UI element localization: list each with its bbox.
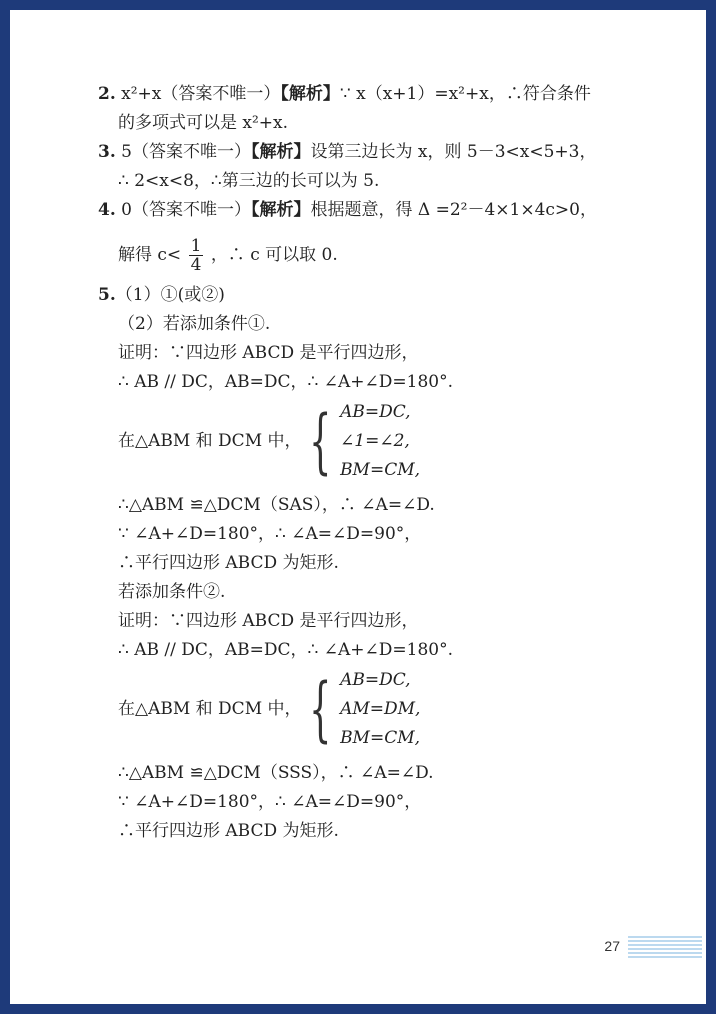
q3-analysis-tag: 【解析】 [250, 142, 311, 162]
answer-content [98, 80, 658, 846]
fraction-denominator: 4 [190, 255, 202, 275]
q5-after2-line-3: ∴平行四边形 ABCD 为矩形. [118, 821, 339, 841]
q3-number: 3. [98, 142, 116, 162]
q2-number: 2. [98, 84, 116, 104]
decorative-stripes [628, 936, 702, 958]
q5-number: 5. [98, 285, 116, 305]
q5-after2-line-1: ∴△ABM ≌△DCM（SSS），∴ ∠A=∠D. [118, 763, 434, 783]
fraction-numerator: 1 [190, 236, 202, 256]
q3-line-1 [98, 138, 658, 167]
q5-after1-line-3: ∴平行四边形 ABCD 为矩形. [118, 553, 339, 573]
fraction-one-quarter [189, 237, 204, 274]
q4-solve-post: ，∴ c 可以取 0. [210, 245, 338, 265]
system-2-eq-3: BM=CM, [340, 727, 421, 748]
q2-line-2: 的多项式可以是 x²+x. [118, 113, 289, 133]
system-1-eq-2: ∠1=∠2, [340, 430, 410, 451]
q4-number: 4. [98, 200, 116, 220]
q5-proof1-line-1: 证明：∵四边形 ABCD 是平行四边形， [118, 343, 419, 363]
system-1-eq-1: AB=DC, [340, 401, 411, 422]
system-1-label: 在△ABM 和 DCM 中， [118, 430, 302, 451]
page-number: 27 [604, 938, 620, 954]
q4-answer: 0（答案不唯一） [121, 200, 251, 220]
q5-part-2: （2）若添加条件①. [118, 314, 271, 334]
q5-after2-line-2: ∵ ∠A+∠D=180°，∴ ∠A=∠D=90°， [118, 792, 422, 812]
q4-analysis: 根据题意，得 Δ =2²－4×1×4c>0， [310, 200, 597, 220]
q5-line-1 [98, 281, 658, 310]
q5-system-1 [98, 397, 658, 485]
q3-answer: 5（答案不唯一） [121, 142, 251, 162]
system-2-eq-1: AB=DC, [340, 669, 411, 690]
q5-after1-line-2: ∵ ∠A+∠D=180°，∴ ∠A=∠D=90°， [118, 524, 422, 544]
q5-proof2-line-1: 证明：∵四边形 ABCD 是平行四边形， [118, 611, 419, 631]
q4-analysis-tag: 【解析】 [250, 200, 311, 220]
q5-part-1: （1）①(或②) [115, 285, 225, 305]
system-2-equations [340, 666, 420, 753]
q4-line-2 [98, 233, 658, 277]
q4-line-1 [98, 196, 658, 225]
q5-after1-line-1: ∴△ABM ≌△DCM（SAS），∴ ∠A=∠D. [118, 495, 435, 515]
q2-answer: x²+x（答案不唯一） [121, 84, 281, 104]
system-1-eq-3: BM=CM, [340, 459, 421, 480]
q2-line-1 [98, 80, 658, 109]
q2-analysis-tag: 【解析】 [280, 84, 340, 104]
q5-proof1-line-2: ∴ AB // DC，AB=DC，∴ ∠A+∠D=180°. [118, 372, 453, 392]
system-2-eq-2: AM=DM, [340, 698, 421, 719]
left-brace-icon: { [308, 400, 331, 482]
q5-part-3: 若添加条件②. [118, 582, 226, 602]
q2-analysis: ∵ x（x+1）=x²+x，∴符合条件 [339, 84, 591, 104]
q3-line-2: ∴ 2<x<8，∴第三边的长可以为 5. [118, 171, 380, 191]
system-2-label: 在△ABM 和 DCM 中， [118, 698, 302, 719]
system-1-equations [340, 398, 420, 485]
q5-system-2 [98, 665, 658, 753]
q5-proof2-line-2: ∴ AB // DC，AB=DC，∴ ∠A+∠D=180°. [118, 640, 453, 660]
left-brace-icon: { [308, 668, 331, 750]
q4-solve-pre: 解得 c< [118, 245, 182, 265]
q3-analysis: 设第三边长为 x，则 5－3<x<5+3， [310, 142, 597, 162]
